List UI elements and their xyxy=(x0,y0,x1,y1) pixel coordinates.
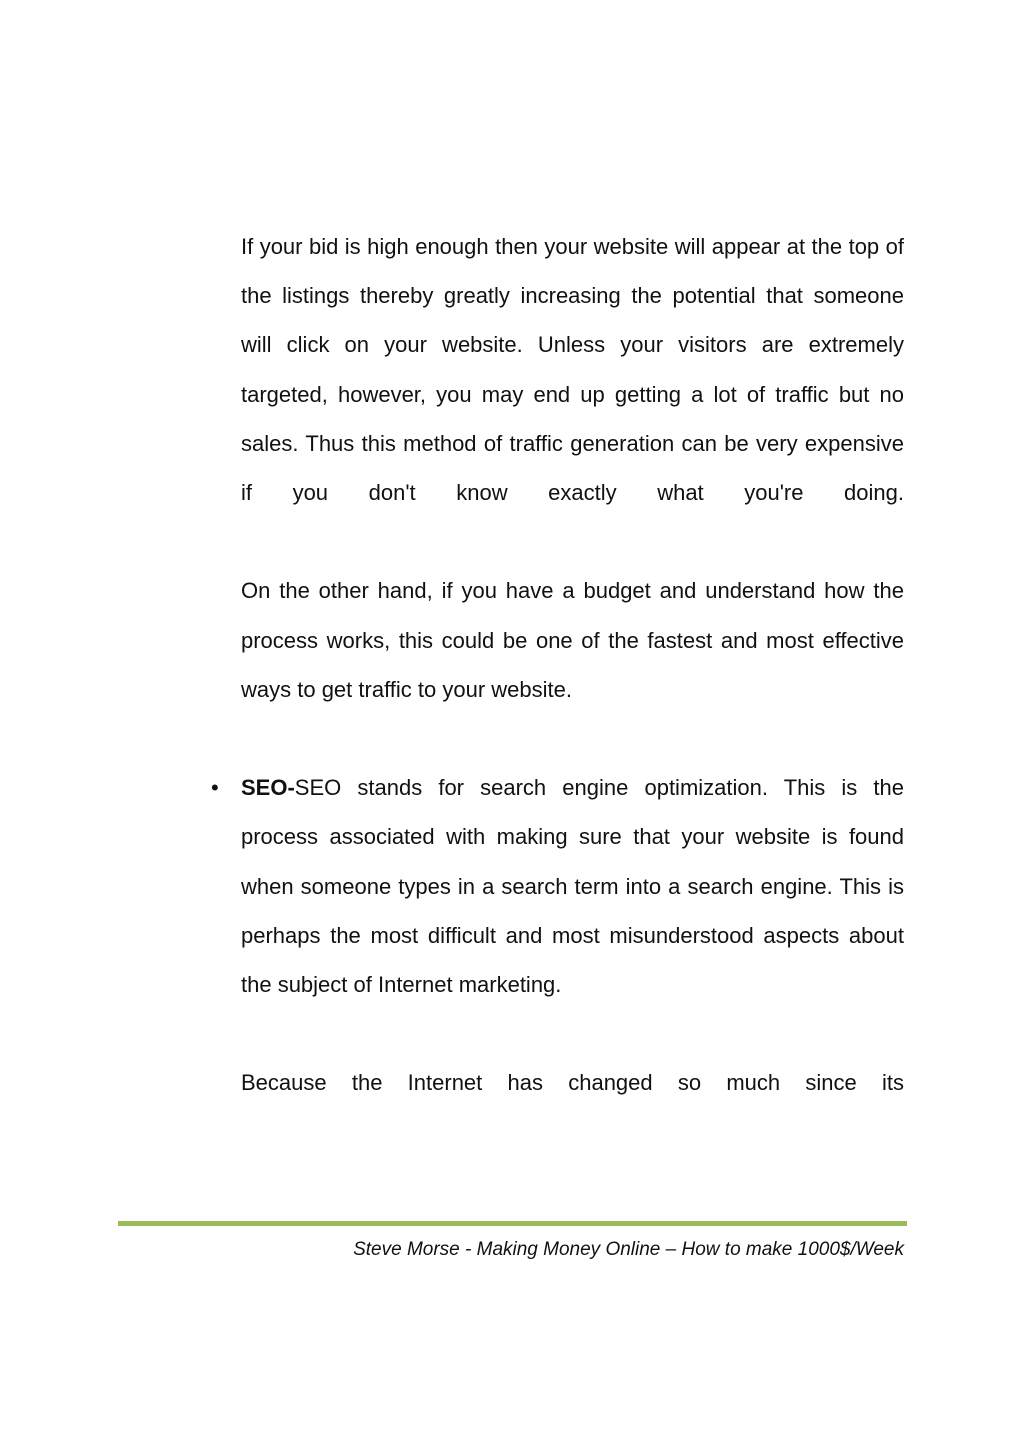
seo-term: SEO- xyxy=(241,775,295,801)
footer-divider xyxy=(118,1221,907,1226)
paragraph-spacer xyxy=(241,517,904,566)
paragraph-bid-listing: If your bid is high enough then your website will appear at the top of the listings thereby greatly increasing the potential that someone will click on your website. Unless your visitors are extremely targeted, however, you may end up getting a lot of traffic but no sales. Thus this method of traffic generation can be very expensive if you don't know exactly what you're doing. xyxy=(241,234,904,506)
paragraph-budget: On the other hand, if you have a budget and understand how the process works, this could be one of the fastest and most effective ways to get traffic to your website. xyxy=(241,578,904,702)
paragraph-spacer xyxy=(241,1009,904,1058)
page-body xyxy=(211,222,904,1108)
seo-description: SEO stands for search engine optimization. This is the process associated with making sure that your website is found when someone types in a search term into a search engine. This is perhaps the most difficult and most misunderstood aspects about the subject of Internet marketing. xyxy=(241,775,904,998)
page-footer: Steve Morse - Making Money Online – How to make 1000$/Week xyxy=(353,1239,904,1260)
list-item-seo xyxy=(211,763,904,1009)
seo-paragraph xyxy=(241,763,904,1009)
bullet-icon: • xyxy=(211,775,219,801)
paragraph-spacer xyxy=(241,714,904,763)
paragraph-internet-changed: Because the Internet has changed so much since its xyxy=(241,1070,904,1096)
